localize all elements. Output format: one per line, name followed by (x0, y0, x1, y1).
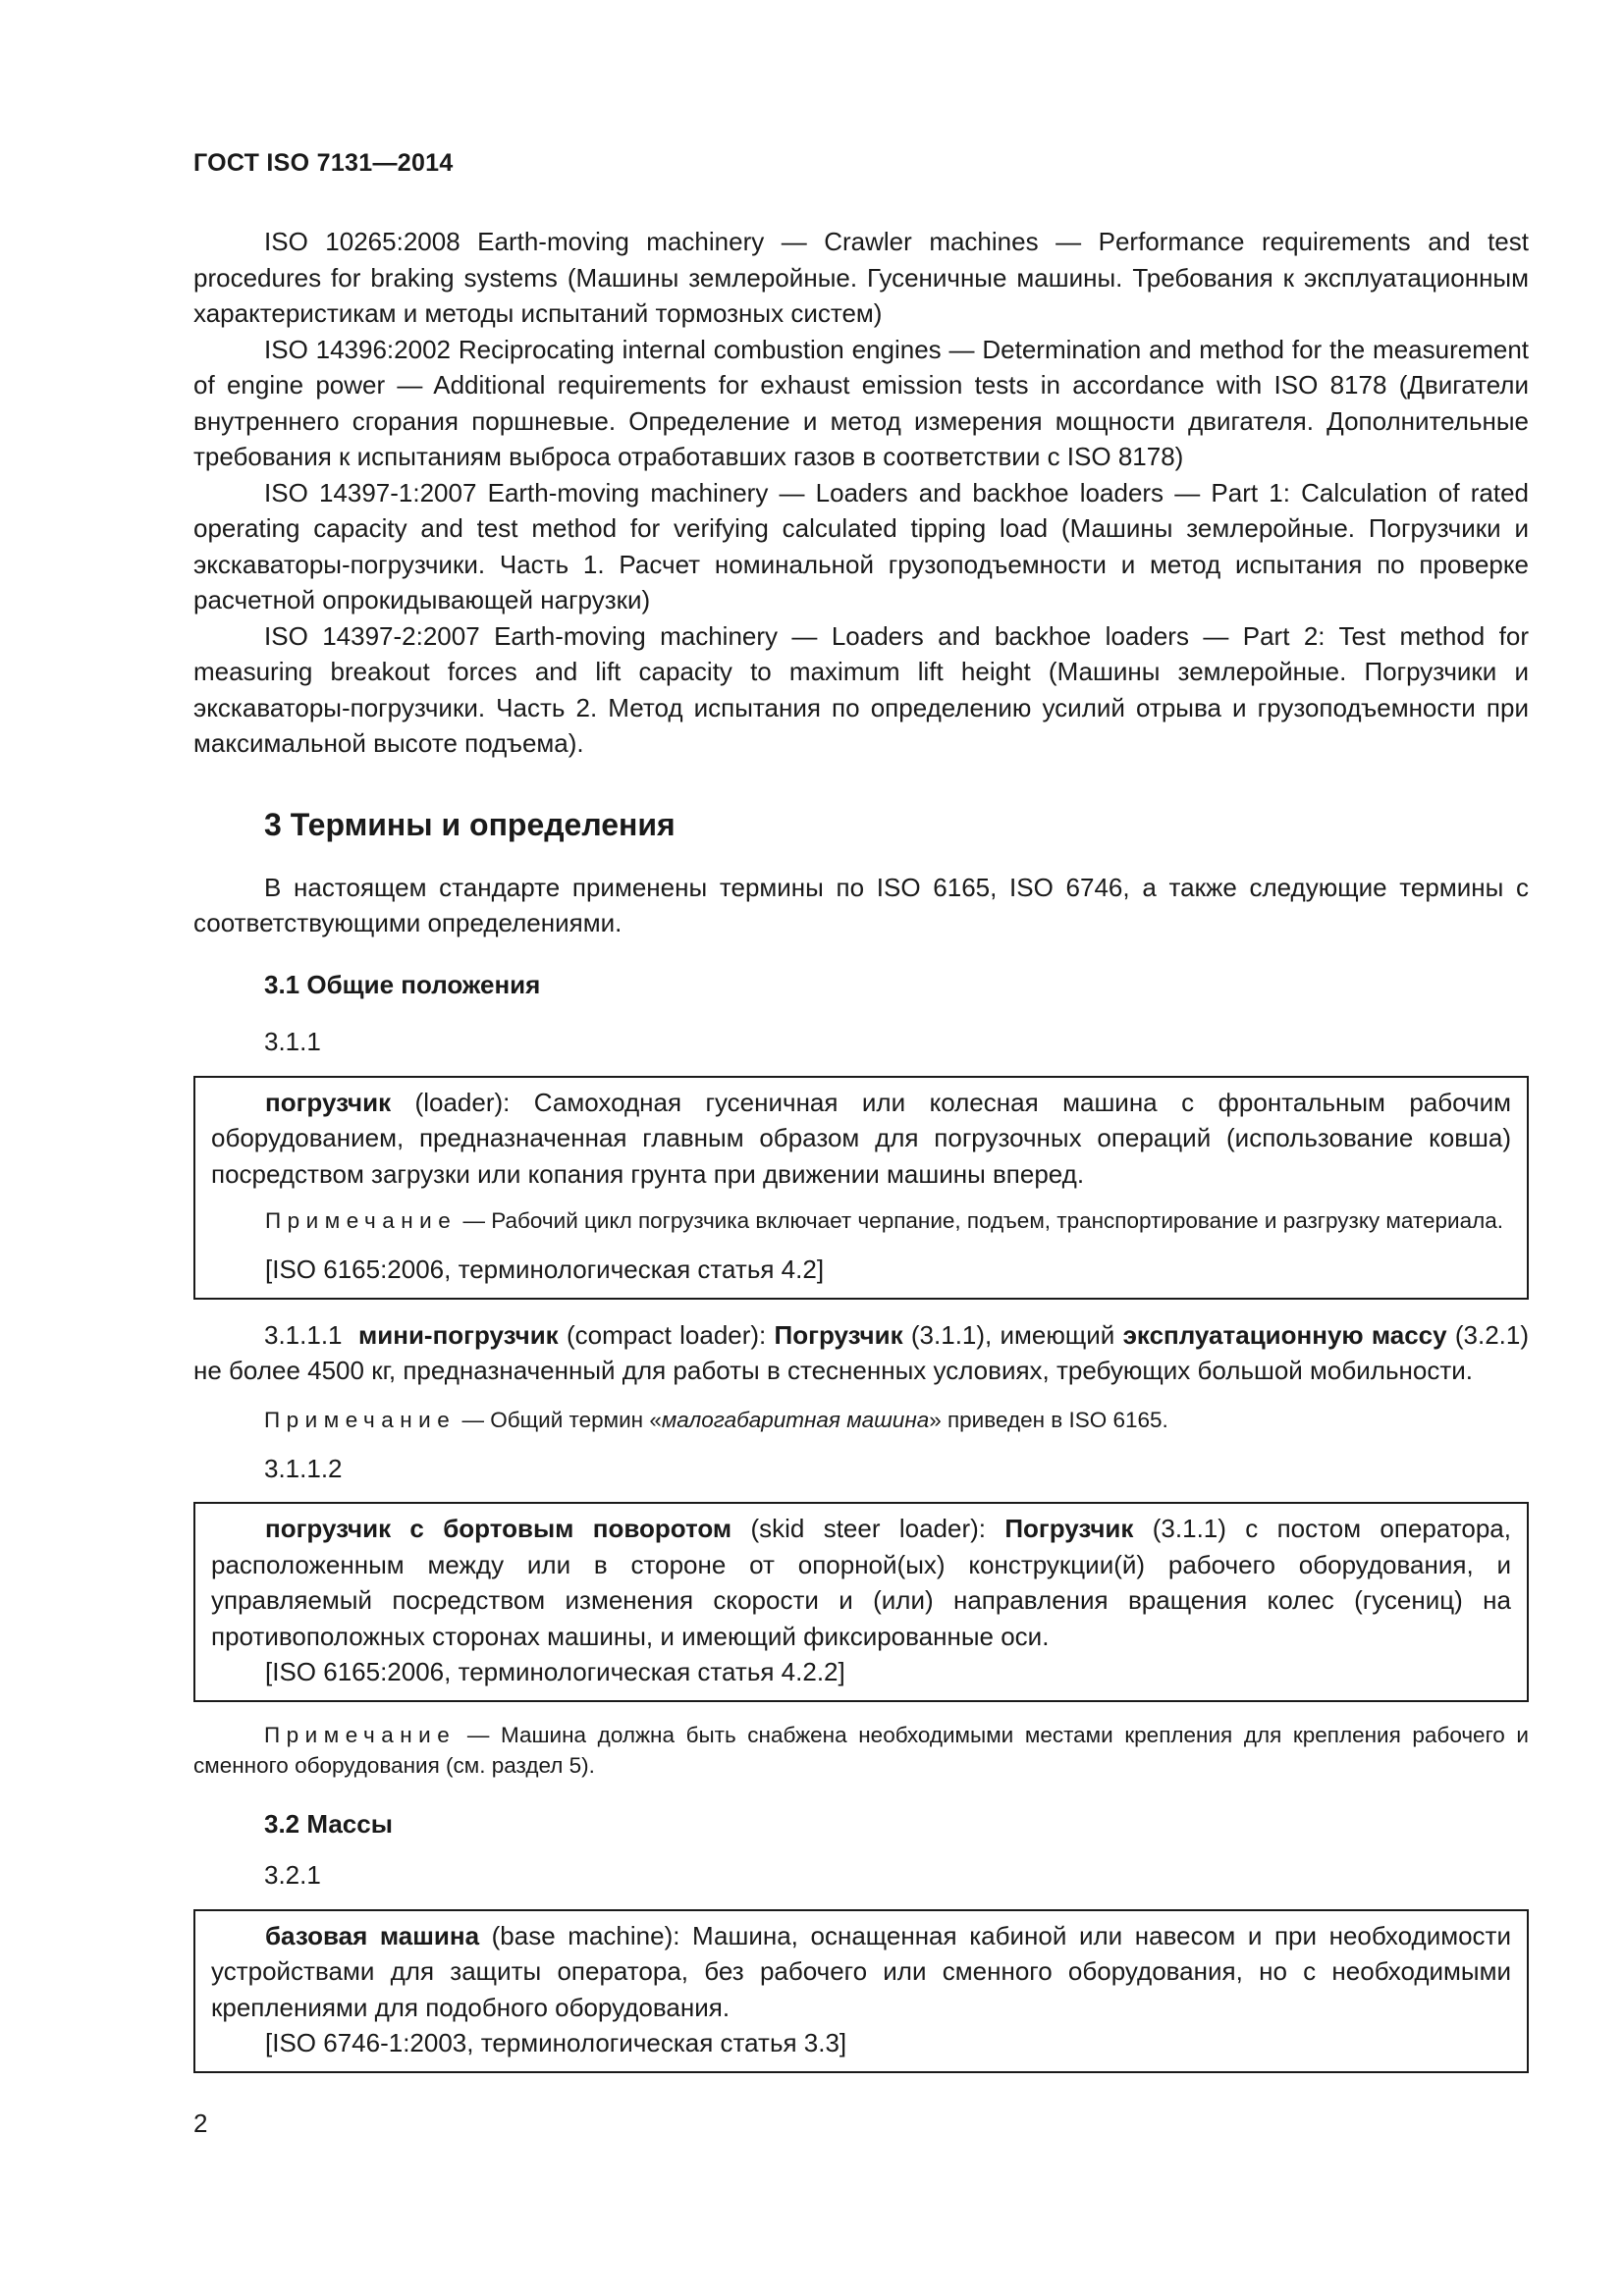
section-intro: В настоящем стандарте применены термины по ISO 6165, ISO 6746, а также следующие термины с соответствующими определениями. (193, 872, 1529, 937)
term-name: мини-погрузчик (358, 1319, 559, 1350)
reference-entry: ISO 14397-1:2007 Earth-moving machinery — Loaders and backhoe loaders — Part 1: Calculation of rated operating capacity and test method for verifying calculated tipping load (Машины землеройные. Погрузчики и экскаваторы-погрузчики. Часть 1. Расчет номинальной грузоподъемности и метод испытания по проверке расчетной опрокидывающей нагрузки) (193, 477, 1529, 614)
note-label: Примечание (264, 1407, 457, 1432)
term-text: (3.1.1), имеющий (902, 1319, 1123, 1350)
term-text: (loader): Самоходная гусеничная или колесная машина с фронтальным рабочим оборудованием, предназначенная главным образом для погрузочных операций (использование ковша) посредством загрузки или копания грунта при движении машины вперед. (211, 1087, 1511, 1189)
subsection-heading-masses: 3.2 Массы (264, 1808, 393, 1839)
term-reference: Погрузчик (1004, 1514, 1134, 1543)
reference-entry: ISO 14396:2002 Reciprocating internal combustion engines — Determination and method for the measurement of engine power — Additional requirements for exhaust emission tests in accordance with ISO 8178 (Двигатели внутреннего сгорания поршневые. Определение и метод измерения мощности двигателя. Дополнительные требования к испытаниям выброса отработавших газов в соответствии с ISO 8178) (193, 334, 1529, 471)
note (193, 1720, 1529, 1781)
note (211, 1205, 1511, 1236)
term-number: 3.1.1.2 (264, 1453, 343, 1483)
reference-entry: ISO 10265:2008 Earth-moving machinery — Crawler machines — Performance requirements and test procedures for braking systems (Машины землеройные. Гусеничные машины. Требования к эксплуатационным характеристикам и методы испытаний тормозных систем) (193, 227, 1529, 328)
note-text: — Машина должна быть снабжена необходимыми местами крепления для крепления рабочего и сменного оборудования (см. раздел 5). (193, 1722, 1529, 1778)
page-number: 2 (193, 2109, 208, 2138)
term-text: (3.1.1) с постом оператора, расположенным между или в стороне от опорной(ых) конструкции(й) рабочего оборудования, и управляемый посредством изменения скорости и (или) направления вращения колес (гусениц) на противоположных сторонах машины, и имеющий фиксированные оси. (211, 1514, 1511, 1651)
page-content (193, 224, 1529, 2073)
subsection-heading-general: 3.1 Общие положения (264, 969, 541, 999)
term-text: (3.2.1) не более 4500 кг, предназначенный для работы в стесненных условиях, требующих большой мобильности. (193, 1319, 1530, 1385)
note-italic-term: малогабаритная машина (661, 1407, 930, 1432)
term-name: базовая машина (265, 1920, 480, 1950)
note-label: Примечание (265, 1208, 458, 1233)
note-text: » приведен в ISO 6165. (929, 1407, 1168, 1432)
section-heading: 3 Термины и определения (264, 806, 676, 842)
term-reference: Погрузчик (774, 1319, 903, 1350)
term-reference: эксплуатационную массу (1122, 1319, 1447, 1350)
term-number: 3.2.1 (264, 1860, 321, 1890)
term-definition-compact-loader (193, 1317, 1529, 1389)
term-source: [ISO 6165:2006, терминологическая статья 4.2] (265, 1255, 825, 1284)
term-box-base-machine (193, 1909, 1529, 2073)
term-text: (base machine): Машина, оснащенная кабиной или навесом и при необходимости устройствами для защиты оператора, без рабочего или сменного оборудования, но с необходимыми креплениями для подобного оборудования. (211, 1920, 1511, 2022)
term-name: погрузчик (265, 1087, 392, 1117)
term-name: погрузчик с бортовым поворотом (265, 1514, 732, 1543)
term-source: [ISO 6165:2006, терминологическая статья 4.2.2] (265, 1657, 845, 1686)
term-source: [ISO 6746-1:2003, терминологическая статья 3.3] (265, 2028, 847, 2057)
note-label: Примечание (264, 1722, 457, 1747)
term-text: (skid steer loader): (731, 1514, 1005, 1543)
term-text: (compact loader): (558, 1319, 775, 1350)
term-definition (211, 1511, 1511, 1654)
term-box-loader (193, 1076, 1529, 1300)
document-code: ГОСТ ISO 7131—2014 (193, 149, 454, 177)
reference-entry: ISO 14397-2:2007 Earth-moving machinery — Loaders and backhoe loaders — Part 2: Test method for measuring breakout forces and lift capacity to maximum lift height (Машины землеройные. Погрузчики и экскаваторы-погрузчики. Часть 2. Метод испытания по определению усилий отрыва и грузоподъемности при максимальной высоте подъема). (193, 620, 1529, 758)
term-number: 3.1.1.1 (264, 1319, 343, 1350)
term-number: 3.1.1 (264, 1027, 321, 1056)
term-definition (211, 1918, 1511, 2026)
term-box-skid-steer-loader (193, 1502, 1529, 1702)
term-definition (211, 1085, 1511, 1193)
note-text: — Рабочий цикл погрузчика включает черпание, подъем, транспортирование и разгрузку материала. (457, 1208, 1503, 1233)
note (193, 1405, 1529, 1435)
note-text: — Общий термин « (456, 1407, 662, 1432)
